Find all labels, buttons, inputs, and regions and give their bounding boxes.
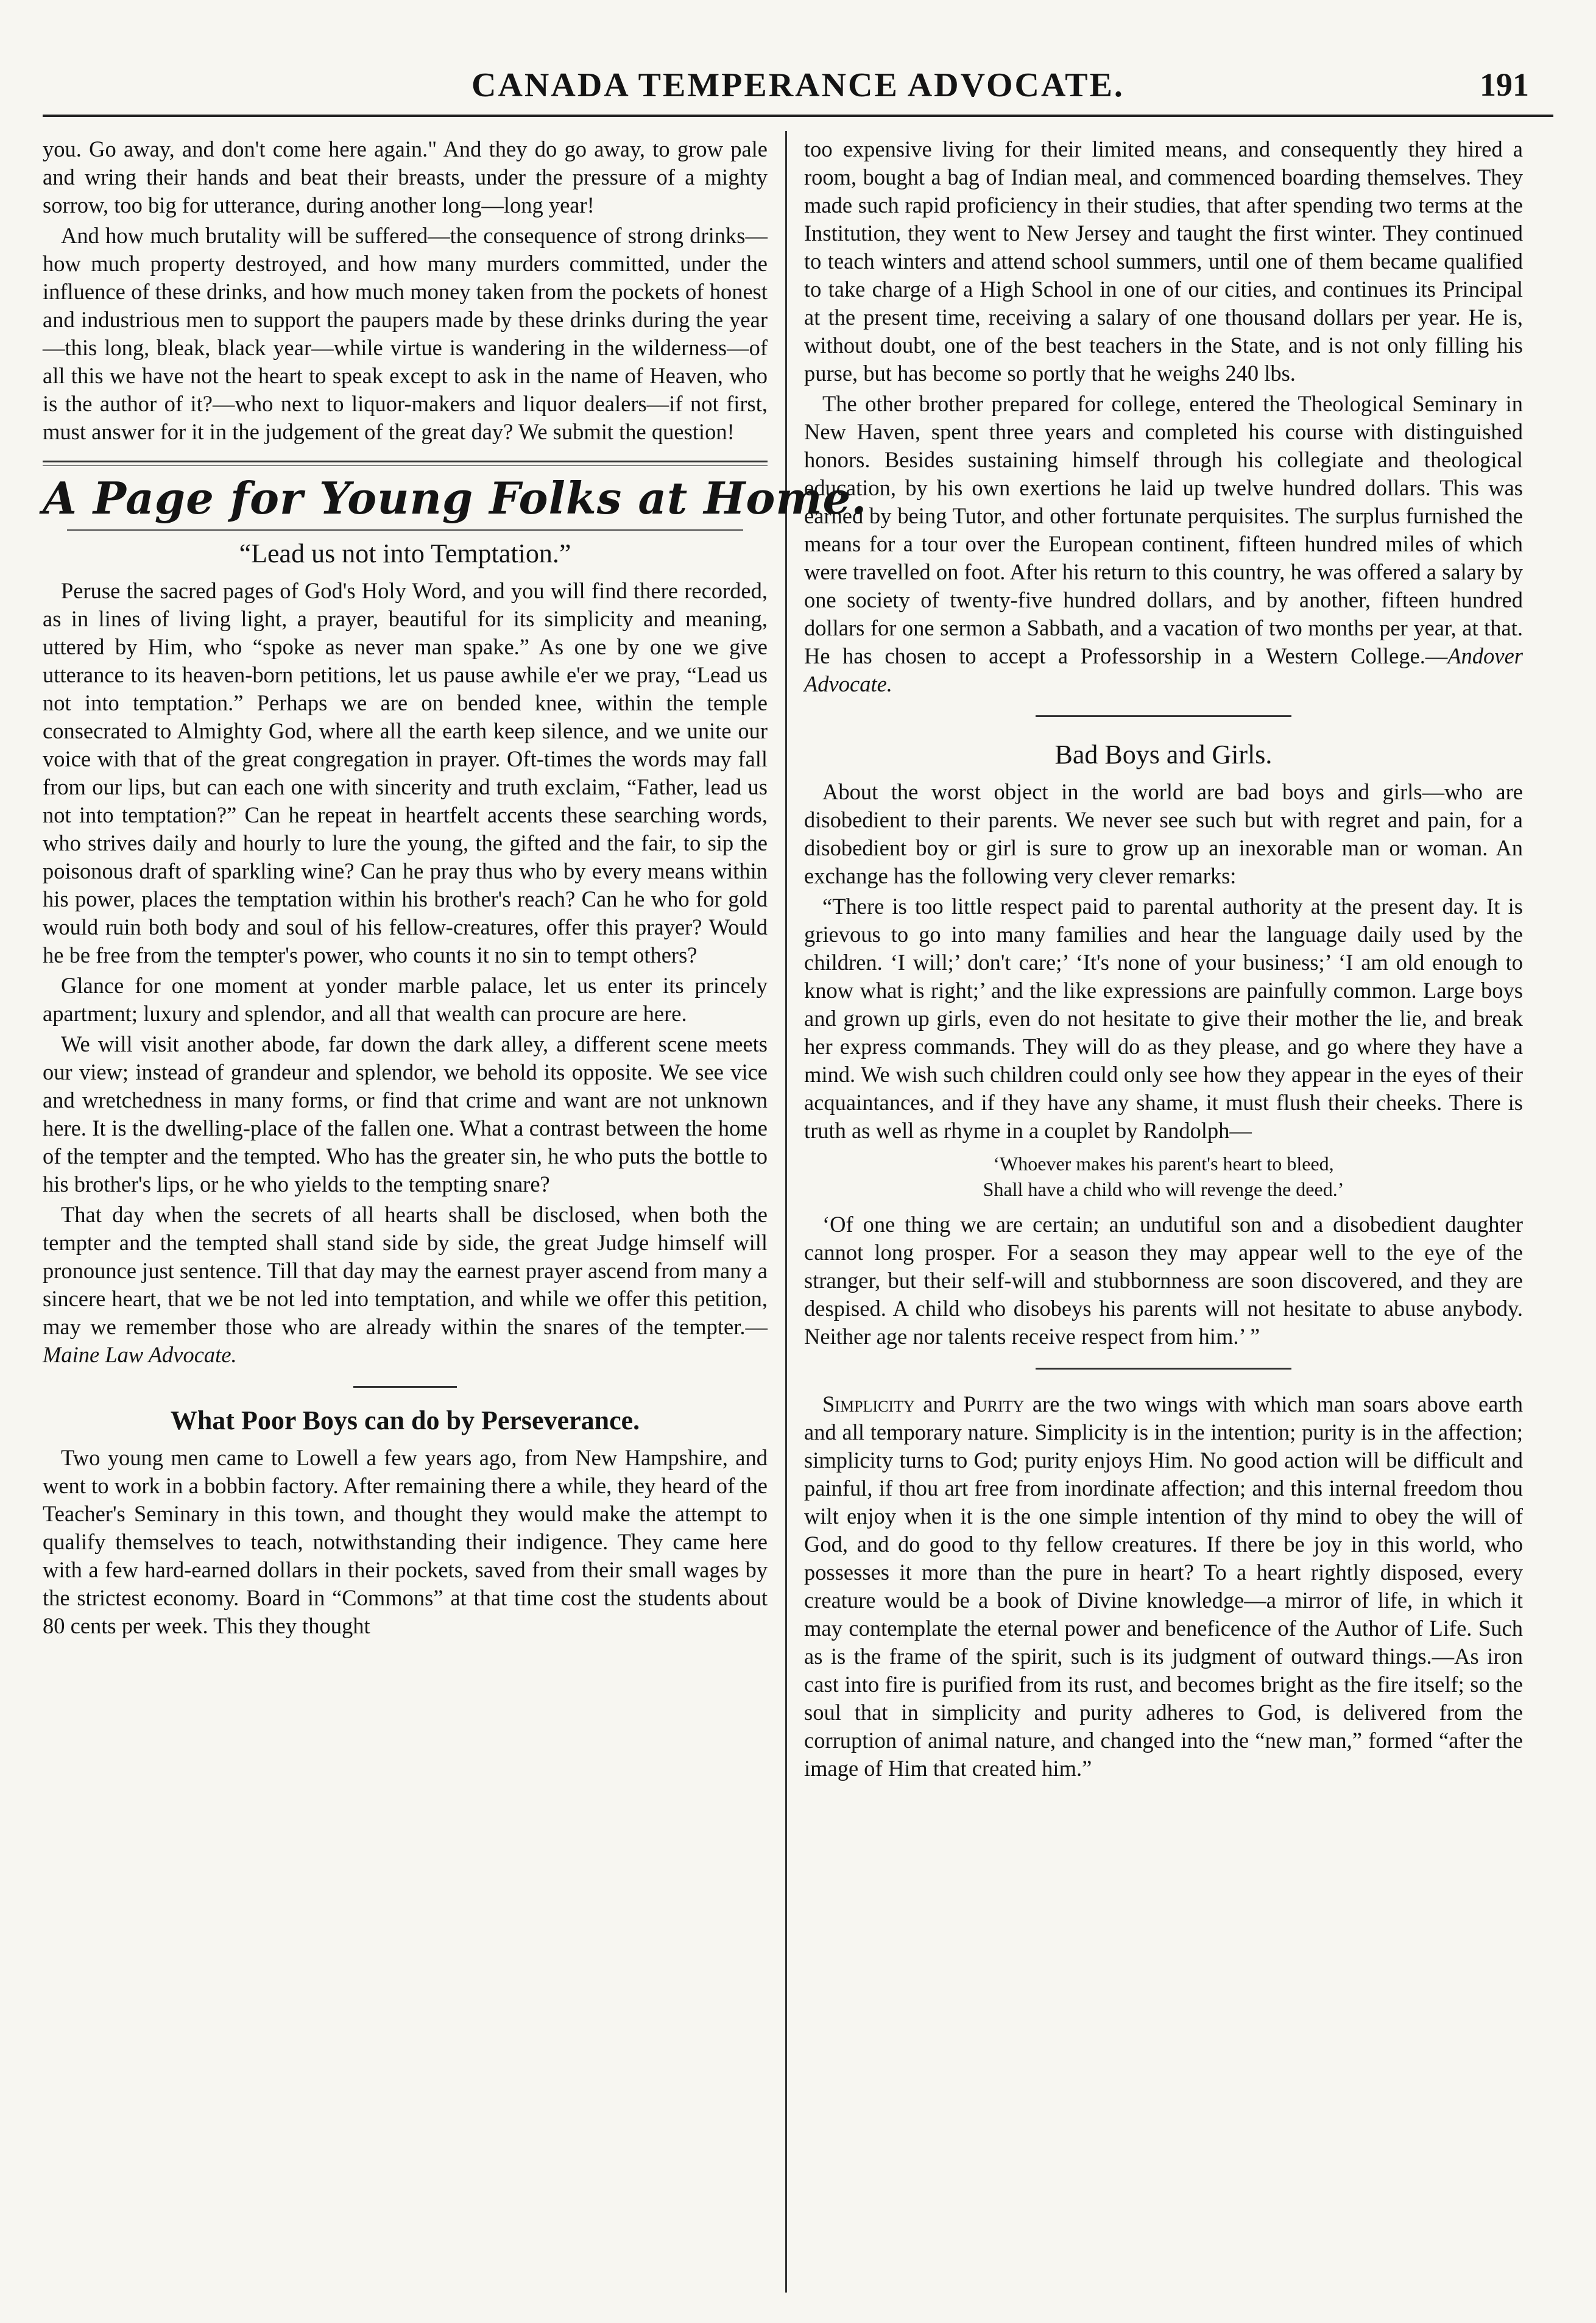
verse-line: ‘Whoever makes his parent's heart to bleed, bbox=[993, 1153, 1334, 1175]
paragraph bbox=[804, 390, 1523, 698]
paragraph-text: and bbox=[914, 1391, 964, 1416]
running-title: CANADA TEMPERANCE ADVOCATE. bbox=[471, 66, 1125, 104]
paragraph-text: are the two wings with which man soars above earth and all temporary nature. Simplicity is in the intention; purity is in the affection; simplicity turns to God; purity enjoys Him. No good action will be difficult and painful, if thou art free from inordinate affection; and this internal freedom thou wilt enjoy when it is the one simple intention of thy mind to obey the will of God, and do good to thy fellow creatures. If there be joy in this world, who possesses it more than the pure in heart? To a heart rightly disposed, every creature would be a book of Divine knowledge—a mirror of life, in which it may contemplate the eternal power and beneficence of the Author of Life. Such as is the frame of the spirit, such is its judgment of outward things.—As iron cast into fire is purified from its rust, and becomes bright as the fire itself; so the soul that in simplicity and purity adheres to God, is delivered from the corruption of animal nature, and changed into the “new man,” formed “after the image of Him that created him.” bbox=[804, 1391, 1523, 1781]
small-caps-word: Purity bbox=[963, 1391, 1025, 1416]
header-rule bbox=[43, 115, 1553, 117]
paragraph bbox=[43, 1201, 768, 1369]
verse-line: Shall have a child who will revenge the deed.’ bbox=[983, 1178, 1344, 1200]
paragraph-text: The other brother prepared for college, entered the Theological Seminary in New Haven, spent three years and completed his course with distinguished honors. Besides sustaining himself through his collegiate and theological education, by his own exertions he laid up twelve hundred dollars. This was earned by being Tutor, and other fortunate perquisites. The surplus furnished the means for a tour over the European continent, fifteen hundred miles of which were travelled on foot. After his return to this country, he was offered a salary by one society of twenty-five hundred dollars, and by another, fifteen hundred dollars for one sermon a Sabbath, and a vacation of two months per year, at that. He has chosen to accept a Professorship in a Western College.— bbox=[804, 391, 1523, 668]
paragraph: ‘Of one thing we are certain; an undutiful son and a disobedient daughter cannot long prosper. For a season they may appear well to the eye of the stranger, but their self-will and stubbornness are soon discovered, and they are despised. A child who disobeys his parents will not hesitate to abuse anybody. Neither age nor talents receive respect from him.’ ” bbox=[804, 1212, 1523, 1349]
paragraph: About the worst object in the world are bad boys and girls—who are disobedient to their parents. We never see such but with regret and pain, for a disobedient boy or girl is sure to grow up an inexorable man or woman. An exchange has the following very clever remarks: bbox=[804, 779, 1523, 888]
paragraph: you. Go away, and don't come here again." And they do go away, to grow pale and wring their hands and beat their breasts, under the pressure of a mighty sorrow, too big for utterance, during another long—long year! bbox=[43, 136, 768, 217]
article-separator bbox=[353, 1386, 457, 1388]
attribution: Maine Law Advocate. bbox=[43, 1342, 237, 1367]
section-rule bbox=[43, 461, 768, 466]
page-header bbox=[43, 61, 1553, 116]
right-column bbox=[804, 135, 1523, 2299]
verse-couplet bbox=[804, 1151, 1523, 1202]
section-rule bbox=[67, 529, 743, 531]
article-heading: Bad Boys and Girls. bbox=[1054, 740, 1273, 769]
column-divider bbox=[785, 131, 787, 2293]
left-column bbox=[43, 135, 867, 2299]
article-separator bbox=[1036, 1368, 1291, 1370]
paragraph: Two young men came to Lowell a few years ago, from New Hampshire, and went to work in a bobbin factory. After remaining there a while, they heard of the Teacher's Seminary in this town, and thought they would make the attempt to qualify themselves to teach, notwithstanding their indigence. They came here with a few hard-earned dollars in their pockets, saved from their small wages by the strictest economy. Board in “Commons” at that time cost the students about 80 cents per week. This they thought bbox=[43, 1445, 768, 1638]
paragraph bbox=[804, 1390, 1523, 1783]
page-number: 191 bbox=[1480, 66, 1529, 103]
article-heading: “Lead us not into Temptation.” bbox=[239, 539, 571, 568]
paragraph: Glance for one moment at yonder marble palace, let us enter its princely apartment; luxury and splendor, and all that wealth can procure are here. bbox=[43, 973, 768, 1026]
paragraph: too expensive living for their limited means, and consequently they hired a room, bought a bag of Indian meal, and commenced boarding themselves. They made such rapid proficiency in their studies, that after spending two terms at the Institution, they went to New Jersey and taught the first winter. They continued to teach winters and attend school summers, until one of them became qualified to take charge of a High School in one of our cities, and continues its Principal at the present time, receiving a salary of one thousand dollars per year. He is, without doubt, one of the best teachers in the State, and is not only filling his purse, but has become so portly that he weighs 240 lbs. bbox=[804, 136, 1523, 386]
paragraph: And how much brutality will be suffered—the consequence of strong drinks—how much property destroyed, and how many murders committed, under the influence of these drinks, and how much money taken from the pockets of honest and industrious men to support the paupers made by these drinks during the year—this long, bleak, black year—while virtue is wandering in the wilderness—of all this we have not the heart to speak except to ask in the name of Heaven, who is the author of it?—who next to liquor-makers and liquor dealers—if not first, must answer for it in the judgement of the great day? We submit the question! bbox=[43, 223, 768, 444]
article-heading: What Poor Boys can do by Perseverance. bbox=[170, 1405, 640, 1435]
attribution: Andover Advocate. bbox=[804, 643, 1523, 696]
paragraph-text: That day when the secrets of all hearts shall be disclosed, when both the tempter and the tempted shall stand side by side, the great Judge himself will pronounce just sentence. Till that day may the earnest prayer ascend from many a sincere heart, that we be not led into temptation, and while we offer this petition, may we remember those who are already within the snares of the tempter.— bbox=[43, 1202, 768, 1339]
paragraph: Peruse the sacred pages of God's Holy Word, and you will find there recorded, as in lines of living light, a prayer, beautiful for its simplicity and meaning, uttered by Him, who “spoke as never man spake.” As one by one we give utterance to its heaven-born petitions, let us pause awhile e'er we pray, “Lead us not into temptation.” Perhaps we are on bended knee, within the temple consecrated to Almighty God, where all the earth keep silence, and we unite our voice with that of the great congregation in prayer. Oft-times the words may fall from our lips, but can each one with sincerity and truth exclaim, “Father, lead us not into temptation?” Can he repeat in heartfelt accents these searching words, who strives daily and hourly to lure the young, the gifted and the fair, to sip the poisonous draft of sparkling wine? Can he pray thus who by every means within his power, places the temptation within his brother's reach? Can he who for gold would ruin both body and soul of his fellow-creatures, offer this prayer? Would he be free from the tempter's power, who counts it no sin to tempt others? bbox=[43, 578, 768, 967]
small-caps-word: Simplicity bbox=[822, 1391, 915, 1416]
paragraph: We will visit another abode, far down the dark alley, a different scene meets our view; instead of grandeur and splendor, we behold its opposite. We see vice and wretchedness in many forms, or find that crime and want are not unknown here. It is the dwelling-place of the fallen one. What a contrast between the home of the tempter and the tempted. Who has the greater sin, he who puts the bottle to his brother's lips, or he who yields to the tempting snare? bbox=[43, 1031, 768, 1197]
section-title: A Page for Young Folks at Home. bbox=[43, 472, 867, 524]
paragraph: “There is too little respect paid to parental authority at the present day. It is grievous to go into many families and hear the language daily used by the children. ‘I will;’ don't care;’ ‘It's none of your business;’ ‘I am old enough to know what is right;’ and the like expressions are painfully common. Large boys and grown up girls, even do not hesitate to give their mother the lie, and break her express commands. They will do as they please, and go where they have a mind. We wish such children could only see how they appear in the eyes of their acquaintances, and if they have any shame, it must flush their cheeks. There is truth as well as rhyme in a couplet by Randolph— bbox=[804, 894, 1523, 1143]
article-separator bbox=[1036, 715, 1291, 717]
